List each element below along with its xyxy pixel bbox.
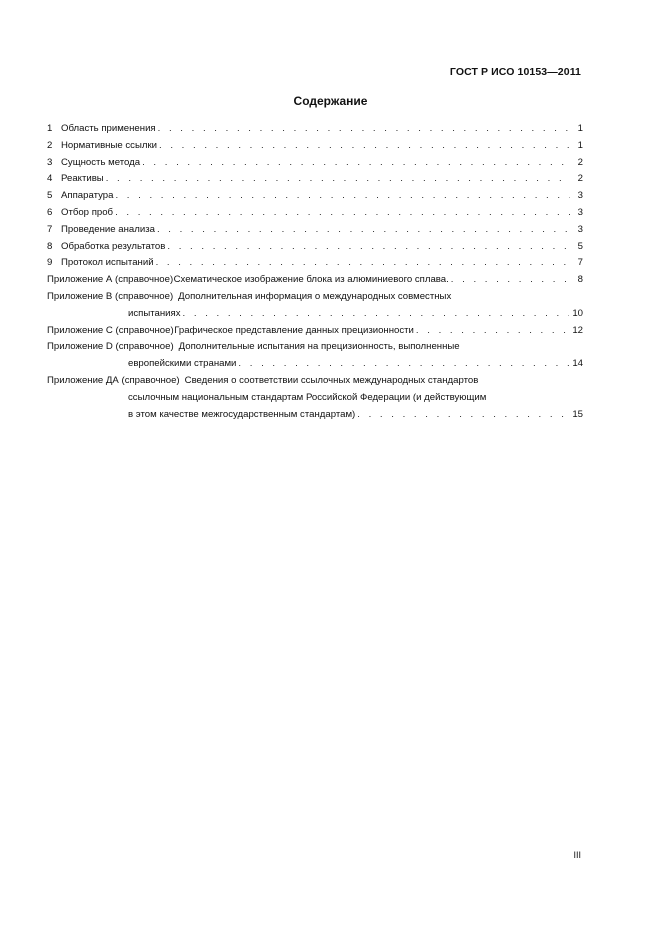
appendix-title: Графическое представление данных прецизионности xyxy=(174,324,414,336)
toc-entry-page: 3 xyxy=(577,206,583,218)
toc-appendix-line xyxy=(47,356,583,373)
toc-entry-page: 1 xyxy=(577,123,583,134)
appendix-title-cont: в этом качестве межгосударственным стандартам) xyxy=(128,408,356,420)
toc-leader-dots xyxy=(156,255,570,272)
toc-entry-number: 3 xyxy=(47,156,53,168)
toc-appendix-line xyxy=(47,390,583,407)
toc-title: Содержание xyxy=(293,94,368,108)
toc-leader-dots xyxy=(157,222,570,239)
toc-entry-page: 15 xyxy=(572,408,583,420)
appendix-title-cont: ссылочным национальным стандартам Российской Федерации (и действующим xyxy=(128,391,487,403)
toc-leader-dots xyxy=(159,138,570,155)
toc-appendix-line xyxy=(47,306,583,323)
toc-entry-page: 8 xyxy=(577,274,583,286)
toc-entry-page: 12 xyxy=(572,324,583,336)
toc-leader-dots xyxy=(451,272,570,289)
toc-leader-dots xyxy=(115,188,570,205)
toc-appendix-line xyxy=(47,272,583,289)
appendix-prefix: Приложение D (справочное) xyxy=(47,341,174,353)
toc-entry-page: 3 xyxy=(577,190,583,202)
toc-appendix-line xyxy=(47,373,583,390)
toc-appendix-b[interactable] xyxy=(47,289,583,323)
toc-entry-number: 2 xyxy=(47,139,53,151)
page-number: III xyxy=(573,850,581,860)
toc-leader-dots xyxy=(238,356,569,373)
toc-entry-label: Аппаратура xyxy=(61,190,114,202)
toc-entry-page: 2 xyxy=(577,173,583,185)
appendix-prefix: Приложение А (справочное) xyxy=(47,274,174,286)
toc-leader-dots xyxy=(106,171,570,188)
toc-leader-dots xyxy=(142,155,570,172)
toc-entry-page: 1 xyxy=(577,139,583,151)
toc-appendix-a[interactable] xyxy=(47,272,583,289)
document-code: ГОСТ Р ИСО 10153—2011 xyxy=(449,66,581,78)
toc-appendix-line xyxy=(47,407,583,424)
toc-entry[interactable] xyxy=(47,121,583,138)
toc-entry-number: 1 xyxy=(47,123,53,134)
toc-entry-number: 5 xyxy=(47,190,53,202)
toc-entry[interactable] xyxy=(47,171,583,188)
toc-entry-number: 7 xyxy=(47,223,53,235)
toc-entry-page: 3 xyxy=(577,223,583,235)
appendix-title-cont: испытаниях xyxy=(128,307,181,319)
toc-entry[interactable] xyxy=(47,222,583,239)
toc-leader-dots xyxy=(167,239,570,256)
toc-entry-page: 2 xyxy=(577,156,583,168)
appendix-title: Схематическое изображение блока из алюминиевого сплава. xyxy=(173,274,449,286)
toc-entry-number: 9 xyxy=(47,257,53,269)
toc-leader-dots xyxy=(416,323,569,340)
toc-appendix-c[interactable] xyxy=(47,323,583,340)
toc-entry-number: 6 xyxy=(47,206,53,218)
toc-entry[interactable] xyxy=(47,155,583,172)
toc-entry[interactable] xyxy=(47,205,583,222)
toc-entry-page: 5 xyxy=(577,240,583,252)
toc-leader-dots xyxy=(357,407,569,424)
toc-entry[interactable] xyxy=(47,138,583,155)
toc-appendix-d[interactable] xyxy=(47,339,583,373)
toc-appendix-line xyxy=(47,323,583,340)
appendix-title: Дополнительные испытания на прецизионность, выполненные xyxy=(178,341,460,353)
toc-entry-label: Сущность метода xyxy=(61,156,141,168)
toc-leader-dots xyxy=(115,205,570,222)
toc-entry-label: Отбор проб xyxy=(61,206,114,218)
table-of-contents xyxy=(47,121,583,423)
toc-appendix-line xyxy=(47,339,583,356)
appendix-title: Дополнительная информация о международных совместных xyxy=(178,290,452,302)
toc-entry[interactable] xyxy=(47,239,583,256)
appendix-title: Сведения о соответствии ссылочных международных стандартов xyxy=(184,374,479,386)
toc-entry-label: Обработка результатов xyxy=(61,240,166,252)
toc-leader-dots xyxy=(158,121,570,138)
toc-entry-page: 14 xyxy=(572,358,583,370)
toc-entry[interactable] xyxy=(47,188,583,205)
toc-entry-label: Реактивы xyxy=(61,173,104,185)
toc-entry-page: 10 xyxy=(572,307,583,319)
toc-appendix-da[interactable] xyxy=(47,373,583,423)
toc-entry-label: Область применения xyxy=(61,123,156,134)
toc-appendix-line xyxy=(47,289,583,306)
toc-entry-number: 8 xyxy=(47,240,53,252)
appendix-title-cont: европейскими странами xyxy=(128,358,237,370)
appendix-prefix: Приложение ДА (справочное) xyxy=(47,374,180,386)
appendix-prefix: Приложение С (справочное) xyxy=(47,324,174,336)
toc-leader-dots xyxy=(183,306,570,323)
appendix-prefix: Приложение В (справочное) xyxy=(47,290,174,302)
toc-entry-number: 4 xyxy=(47,173,53,185)
toc-entry-label: Проведение анализа xyxy=(61,223,155,235)
toc-entry-page: 7 xyxy=(577,257,583,269)
toc-entry-label: Нормативные ссылки xyxy=(61,139,158,151)
toc-entry-label: Протокол испытаний xyxy=(61,257,154,269)
toc-entry[interactable] xyxy=(47,255,583,272)
